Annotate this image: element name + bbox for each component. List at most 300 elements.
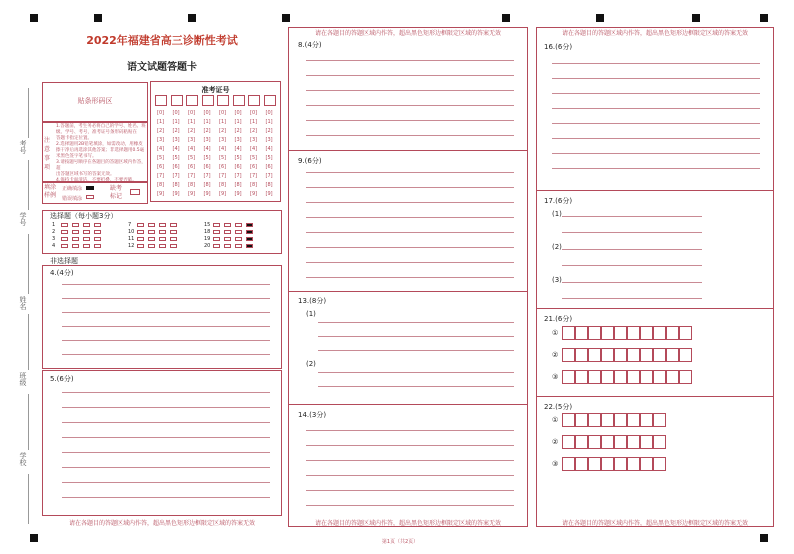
admission-digit-bubble[interactable]: [1] [250,119,258,125]
answer-line[interactable] [552,123,760,124]
admission-digit-cell[interactable] [264,95,276,106]
answer-line[interactable] [306,460,514,461]
char-grid-cell[interactable] [640,326,653,340]
choice-bubble[interactable] [213,230,220,234]
char-grid-cell[interactable] [653,457,666,471]
answer-line[interactable] [552,108,760,109]
q22-circle2: ② [552,438,559,446]
barcode-label: 贴条形码区 [77,97,113,105]
choice-number: 1 [52,222,56,228]
answer-line[interactable] [306,490,514,491]
bottom-warning-left: 请在各题目的答题区域内作答，超出黑色矩形边框限定区域的答案无效 [68,520,255,527]
choice-bubble[interactable] [94,237,101,241]
q16-label: 16.(6分) [544,43,573,51]
q17-part1: (1) [552,210,562,218]
char-grid-cell[interactable] [640,370,653,384]
admission-digit-bubble[interactable]: [4] [265,146,273,152]
answer-line[interactable] [562,282,702,283]
admission-digit-bubble[interactable]: [6] [157,164,165,170]
admission-digit-bubble[interactable]: [4] [219,146,227,152]
choice-bubble[interactable] [235,244,242,248]
admission-digit-bubble[interactable]: [9] [234,191,242,197]
answer-line[interactable] [306,232,514,233]
choice-title: 选择题（每小题3分） [50,212,118,220]
answer-line[interactable] [552,93,760,94]
side-write-line [28,234,29,294]
choice-bubble[interactable] [83,230,90,234]
char-grid-cell[interactable] [575,413,588,427]
choice-bubble[interactable] [224,230,231,234]
answer-line[interactable] [62,298,270,299]
admission-digit-cell[interactable] [217,95,229,106]
char-grid-cell[interactable] [627,435,640,449]
admission-digit-bubble[interactable]: [2] [265,128,273,134]
answer-line[interactable] [562,298,702,299]
choice-bubble[interactable] [213,237,220,241]
admission-digit-bubble[interactable]: [7] [234,173,242,179]
q21-circle2: ② [552,351,559,359]
answer-line[interactable] [306,202,514,203]
admission-digit-bubble[interactable]: [1] [172,119,180,125]
q13-part2: (2) [306,360,316,368]
admission-digit-bubble[interactable]: [1] [234,119,242,125]
choice-bubble[interactable] [148,237,155,241]
char-grid-cell[interactable] [601,413,614,427]
choice-bubble[interactable] [72,230,79,234]
admission-digit-bubble[interactable]: [7] [250,173,258,179]
char-grid-cell[interactable] [640,435,653,449]
choice-bubble[interactable] [170,223,177,227]
char-grid-cell[interactable] [601,348,614,362]
char-grid-cell[interactable] [614,457,627,471]
char-grid-cell[interactable] [562,326,575,340]
char-grid-cell[interactable] [614,326,627,340]
choice-bubble[interactable] [72,223,79,227]
answer-line[interactable] [306,75,514,76]
admission-digit-cell[interactable] [171,95,183,106]
choice-bubble[interactable] [94,230,101,234]
char-grid-cell[interactable] [614,348,627,362]
choice-bubble[interactable] [148,223,155,227]
admission-digit-bubble[interactable]: [2] [234,128,242,134]
admission-digit-bubble[interactable]: [6] [203,164,211,170]
admission-digit-bubble[interactable]: [5] [250,155,258,161]
admission-digit-bubble[interactable]: [0] [157,110,165,116]
char-grid-cell[interactable] [627,370,640,384]
admission-digit-bubble[interactable]: [9] [265,191,273,197]
answer-line[interactable] [62,407,270,408]
q9-label: 9.(6分) [298,157,322,165]
char-grid-cell[interactable] [640,457,653,471]
notice-text: 1.答题前，考生务必将自己的学号、姓名、班级、学号、考号，准考证号条形码粘贴在 答题卡指定位置。 2.选择题用2B铅笔填涂，如需改动，用橡皮 擦干净后再选涂其他答案；非选择题用0.5毫 米黑色签字笔书写。 3.请按题号顺序在各题目的答题区域内作答，超 出答题区域书写的答案无效。 4.保持卡面清洁，不要折叠、不要弄破。 [56,124,146,183]
admission-digit-bubble[interactable]: [5] [265,155,273,161]
char-grid-cell[interactable] [562,348,575,362]
choice-bubble[interactable] [224,237,231,241]
admission-digit-bubble[interactable]: [5] [203,155,211,161]
choice-bubble[interactable] [61,237,68,241]
choice-bubble[interactable] [235,223,242,227]
choice-number: 7 [128,222,132,228]
q4-label: 4.(4分) [50,269,74,277]
divider [288,404,528,405]
admission-digit-bubble[interactable]: [2] [172,128,180,134]
answer-line[interactable] [306,475,514,476]
char-grid-cell[interactable] [627,457,640,471]
admission-digit-bubble[interactable]: [5] [219,155,227,161]
choice-bubble[interactable] [72,244,79,248]
choice-number: 10 [128,229,135,235]
answer-line[interactable] [318,372,514,373]
choice-number: 4 [52,243,56,249]
answer-line[interactable] [62,326,270,327]
answer-line[interactable] [318,336,514,337]
answer-line[interactable] [306,105,514,106]
q21-label: 21.(6分) [544,315,573,323]
answer-line[interactable] [552,78,760,79]
admission-digit-bubble[interactable]: [1] [203,119,211,125]
answer-line[interactable] [562,249,702,250]
side-write-line [28,314,29,370]
char-grid-cell[interactable] [679,326,692,340]
answer-line[interactable] [552,63,760,64]
admission-digit-bubble[interactable]: [6] [265,164,273,170]
admission-digit-bubble[interactable]: [0] [250,110,258,116]
admission-digit-bubble[interactable]: [8] [234,182,242,188]
char-grid-cell[interactable] [588,435,601,449]
answer-line[interactable] [306,135,514,136]
admission-digit-bubble[interactable]: [7] [172,173,180,179]
choice-bubble[interactable] [83,244,90,248]
position-mark [502,14,510,22]
admission-digit-bubble[interactable]: [6] [250,164,258,170]
char-grid-cell[interactable] [562,457,575,471]
choice-bubble[interactable] [94,223,101,227]
wrong-fill-sample [86,195,94,199]
char-grid-cell[interactable] [614,370,627,384]
answer-line[interactable] [62,437,270,438]
q17-label: 17.(6分) [544,197,573,205]
admission-digit-cell[interactable] [155,95,167,106]
admission-digit-bubble[interactable]: [2] [188,128,196,134]
choice-bubble[interactable] [137,237,144,241]
choice-bubble[interactable] [224,223,231,227]
answer-line[interactable] [62,284,270,285]
choice-bubble[interactable] [159,230,166,234]
admission-digit-bubble[interactable]: [2] [250,128,258,134]
answer-line[interactable] [62,340,270,341]
admission-digit-bubble[interactable]: [8] [250,182,258,188]
side-label-student-id: 学号 [19,212,27,226]
char-grid-cell[interactable] [627,413,640,427]
absent-mark-box[interactable] [130,189,140,195]
choice-bubble[interactable] [170,244,177,248]
admission-digit-bubble[interactable]: [4] [157,146,165,152]
choice-bubble[interactable] [246,230,253,234]
admission-digit-bubble[interactable]: [2] [157,128,165,134]
char-grid-cell[interactable] [653,370,666,384]
admission-digit-bubble[interactable]: [2] [219,128,227,134]
answer-line[interactable] [306,505,514,506]
admission-digit-bubble[interactable]: [3] [203,137,211,143]
admission-digit-bubble[interactable]: [7] [203,173,211,179]
choice-bubble[interactable] [235,237,242,241]
answer-line[interactable] [552,168,760,169]
page-footer: 第1页（共2页） [381,539,419,545]
position-mark [692,14,700,22]
admission-digit-bubble[interactable]: [1] [265,119,273,125]
answer-line[interactable] [306,247,514,248]
admission-digit-bubble[interactable]: [8] [219,182,227,188]
choice-bubble[interactable] [61,223,68,227]
char-grid-cell[interactable] [653,326,666,340]
admission-digit-bubble[interactable]: [0] [234,110,242,116]
answer-line[interactable] [562,232,702,233]
admission-digit-bubble[interactable]: [9] [188,191,196,197]
side-write-line [28,474,29,524]
choice-bubble[interactable] [94,244,101,248]
side-label-school: 学校 [19,452,27,466]
answer-line[interactable] [552,138,760,139]
choice-bubble[interactable] [137,230,144,234]
choice-bubble[interactable] [72,237,79,241]
choice-number: 20 [204,243,211,249]
side-write-line [28,88,29,138]
choice-number: 12 [128,243,135,249]
admission-digit-bubble[interactable]: [3] [172,137,180,143]
side-write-line [28,160,29,210]
admission-digit-bubble[interactable]: [8] [172,182,180,188]
char-grid-cell[interactable] [653,348,666,362]
char-grid-cell[interactable] [601,326,614,340]
q21-circle1: ① [552,329,559,337]
bottom-warning-middle: 请在各题目的答题区域内作答，超出黑色矩形边框限定区域的答案无效 [314,520,501,527]
char-grid-cell[interactable] [601,435,614,449]
q22-circle1: ① [552,416,559,424]
choice-bubble[interactable] [246,237,253,241]
choice-bubble[interactable] [61,230,68,234]
admission-digit-bubble[interactable]: [5] [157,155,165,161]
q17-part2: (2) [552,243,562,251]
side-label-class: 班级 [19,372,27,386]
choice-bubble[interactable] [83,237,90,241]
char-grid-cell[interactable] [575,348,588,362]
position-mark [30,14,38,22]
answer-line[interactable] [306,90,514,91]
char-grid-cell[interactable] [666,348,679,362]
char-grid-cell[interactable] [640,348,653,362]
answer-line[interactable] [318,350,514,351]
choice-number: 11 [128,236,135,242]
answer-line[interactable] [552,153,760,154]
answer-line[interactable] [306,120,514,121]
answer-line[interactable] [306,187,514,188]
choice-bubble[interactable] [148,244,155,248]
char-grid-cell[interactable] [666,370,679,384]
exam-title: 2022年福建省高三诊断性考试 [86,34,238,47]
admission-digit-bubble[interactable]: [0] [203,110,211,116]
answer-line[interactable] [306,430,514,431]
choice-bubble[interactable] [159,237,166,241]
admission-digit-bubble[interactable]: [6] [219,164,227,170]
admission-digit-bubble[interactable]: [1] [157,119,165,125]
admission-digit-bubble[interactable]: [9] [219,191,227,197]
card-title: 语文试题答题卡 [127,62,197,73]
choice-bubble[interactable] [83,223,90,227]
char-grid-cell[interactable] [653,413,666,427]
char-grid-cell[interactable] [627,326,640,340]
answer-line[interactable] [562,216,702,217]
choice-bubble[interactable] [170,230,177,234]
admission-digit-bubble[interactable]: [6] [188,164,196,170]
admission-digit-bubble[interactable]: [4] [234,146,242,152]
choice-number: 2 [52,229,56,235]
char-grid-cell[interactable] [575,370,588,384]
admission-digit-bubble[interactable]: [8] [188,182,196,188]
admission-digit-bubble[interactable]: [9] [157,191,165,197]
admission-digit-bubble[interactable]: [5] [234,155,242,161]
admission-digit-bubble[interactable]: [0] [188,110,196,116]
answer-line[interactable] [318,322,514,323]
answer-line[interactable] [306,262,514,263]
admission-digit-bubble[interactable]: [0] [219,110,227,116]
char-grid-cell[interactable] [614,435,627,449]
char-grid-cell[interactable] [601,457,614,471]
answer-line[interactable] [306,277,514,278]
answer-line[interactable] [306,217,514,218]
choice-bubble[interactable] [213,244,220,248]
answer-line[interactable] [62,452,270,453]
admission-digit-bubble[interactable]: [8] [203,182,211,188]
char-grid-cell[interactable] [627,348,640,362]
admission-digit-cell[interactable] [202,95,214,106]
admission-digit-bubble[interactable]: [7] [157,173,165,179]
admission-digit-bubble[interactable]: [3] [265,137,273,143]
admission-digit-bubble[interactable]: [1] [188,119,196,125]
choice-bubble[interactable] [246,244,253,248]
char-grid-cell[interactable] [653,435,666,449]
side-label-name: 姓名 [19,296,27,310]
choice-number: 15 [204,222,211,228]
char-grid-cell[interactable] [614,413,627,427]
admission-digit-bubble[interactable]: [3] [188,137,196,143]
admission-digit-bubble[interactable]: [4] [172,146,180,152]
admission-digit-bubble[interactable]: [4] [188,146,196,152]
q17-part3: (3) [552,276,562,284]
char-grid-cell[interactable] [588,457,601,471]
choice-bubble[interactable] [246,223,253,227]
char-grid-cell[interactable] [588,348,601,362]
char-grid-cell[interactable] [562,413,575,427]
answer-line[interactable] [62,482,270,483]
correct-fill-sample [86,186,94,190]
position-mark [94,14,102,22]
choice-bubble[interactable] [235,230,242,234]
admission-digit-bubble[interactable]: [3] [234,137,242,143]
char-grid-cell[interactable] [640,413,653,427]
admission-digit-bubble[interactable]: [4] [203,146,211,152]
answer-line[interactable] [562,265,702,266]
admission-digit-bubble[interactable]: [7] [265,173,273,179]
admission-digit-bubble[interactable]: [5] [172,155,180,161]
answer-line[interactable] [62,392,270,393]
choice-bubble[interactable] [137,223,144,227]
admission-digit-bubble[interactable]: [6] [234,164,242,170]
answer-line[interactable] [62,312,270,313]
char-grid-cell[interactable] [562,435,575,449]
admission-digit-bubble[interactable]: [7] [188,173,196,179]
divider [536,190,774,191]
admission-digit-bubble[interactable]: [5] [188,155,196,161]
char-grid-cell[interactable] [588,326,601,340]
answer-line[interactable] [318,386,514,387]
admission-digit-bubble[interactable]: [1] [219,119,227,125]
q13-part1: (1) [306,310,316,318]
char-grid-cell[interactable] [588,413,601,427]
admission-digit-bubble[interactable]: [9] [203,191,211,197]
q5-label: 5.(6分) [50,375,74,383]
admission-digit-bubble[interactable]: [8] [265,182,273,188]
char-grid-cell[interactable] [679,348,692,362]
choice-bubble[interactable] [61,244,68,248]
char-grid-cell[interactable] [575,457,588,471]
char-grid-cell[interactable] [666,326,679,340]
char-grid-cell[interactable] [562,370,575,384]
admission-digit-bubble[interactable]: [3] [219,137,227,143]
choice-bubble[interactable] [224,244,231,248]
answer-line[interactable] [62,354,270,355]
admission-digit-bubble[interactable]: [3] [157,137,165,143]
char-grid-cell[interactable] [588,370,601,384]
char-grid-cell[interactable] [575,435,588,449]
admission-digit-bubble[interactable]: [4] [250,146,258,152]
answer-line[interactable] [62,467,270,468]
admission-digit-bubble[interactable]: [8] [157,182,165,188]
choice-bubble[interactable] [159,244,166,248]
char-grid-cell[interactable] [575,326,588,340]
admission-digit-bubble[interactable]: [6] [172,164,180,170]
wrong-fill-label: 错误填涂 [62,196,83,202]
answer-line[interactable] [306,172,514,173]
admission-digit-cell[interactable] [233,95,245,106]
admission-digit-cell[interactable] [186,95,198,106]
position-mark [760,534,768,542]
admission-digit-bubble[interactable]: [7] [219,173,227,179]
answer-line[interactable] [306,445,514,446]
choice-bubble[interactable] [170,237,177,241]
admission-digit-bubble[interactable]: [9] [250,191,258,197]
admission-digit-bubble[interactable]: [2] [203,128,211,134]
answer-line[interactable] [62,422,270,423]
side-label-exam-id: 考号 [19,140,27,154]
choice-bubble[interactable] [137,244,144,248]
admission-digit-bubble[interactable]: [9] [172,191,180,197]
top-warning-right: 请在各题目的答题区域内作答，超出黑色矩形边框限定区域的答案无效 [561,30,748,37]
char-grid-cell[interactable] [679,370,692,384]
q8-label: 8.(4分) [298,41,322,49]
admission-digit-bubble[interactable]: [3] [250,137,258,143]
admission-digit-cell[interactable] [248,95,260,106]
admission-number-title: 准考证号 [201,86,230,94]
answer-line[interactable] [306,60,514,61]
choice-bubble[interactable] [213,223,220,227]
choice-bubble[interactable] [159,223,166,227]
answer-line[interactable] [62,497,270,498]
choice-bubble[interactable] [148,230,155,234]
position-mark [30,534,38,542]
admission-digit-bubble[interactable]: [0] [265,110,273,116]
char-grid-cell[interactable] [601,370,614,384]
admission-digit-bubble[interactable]: [0] [172,110,180,116]
